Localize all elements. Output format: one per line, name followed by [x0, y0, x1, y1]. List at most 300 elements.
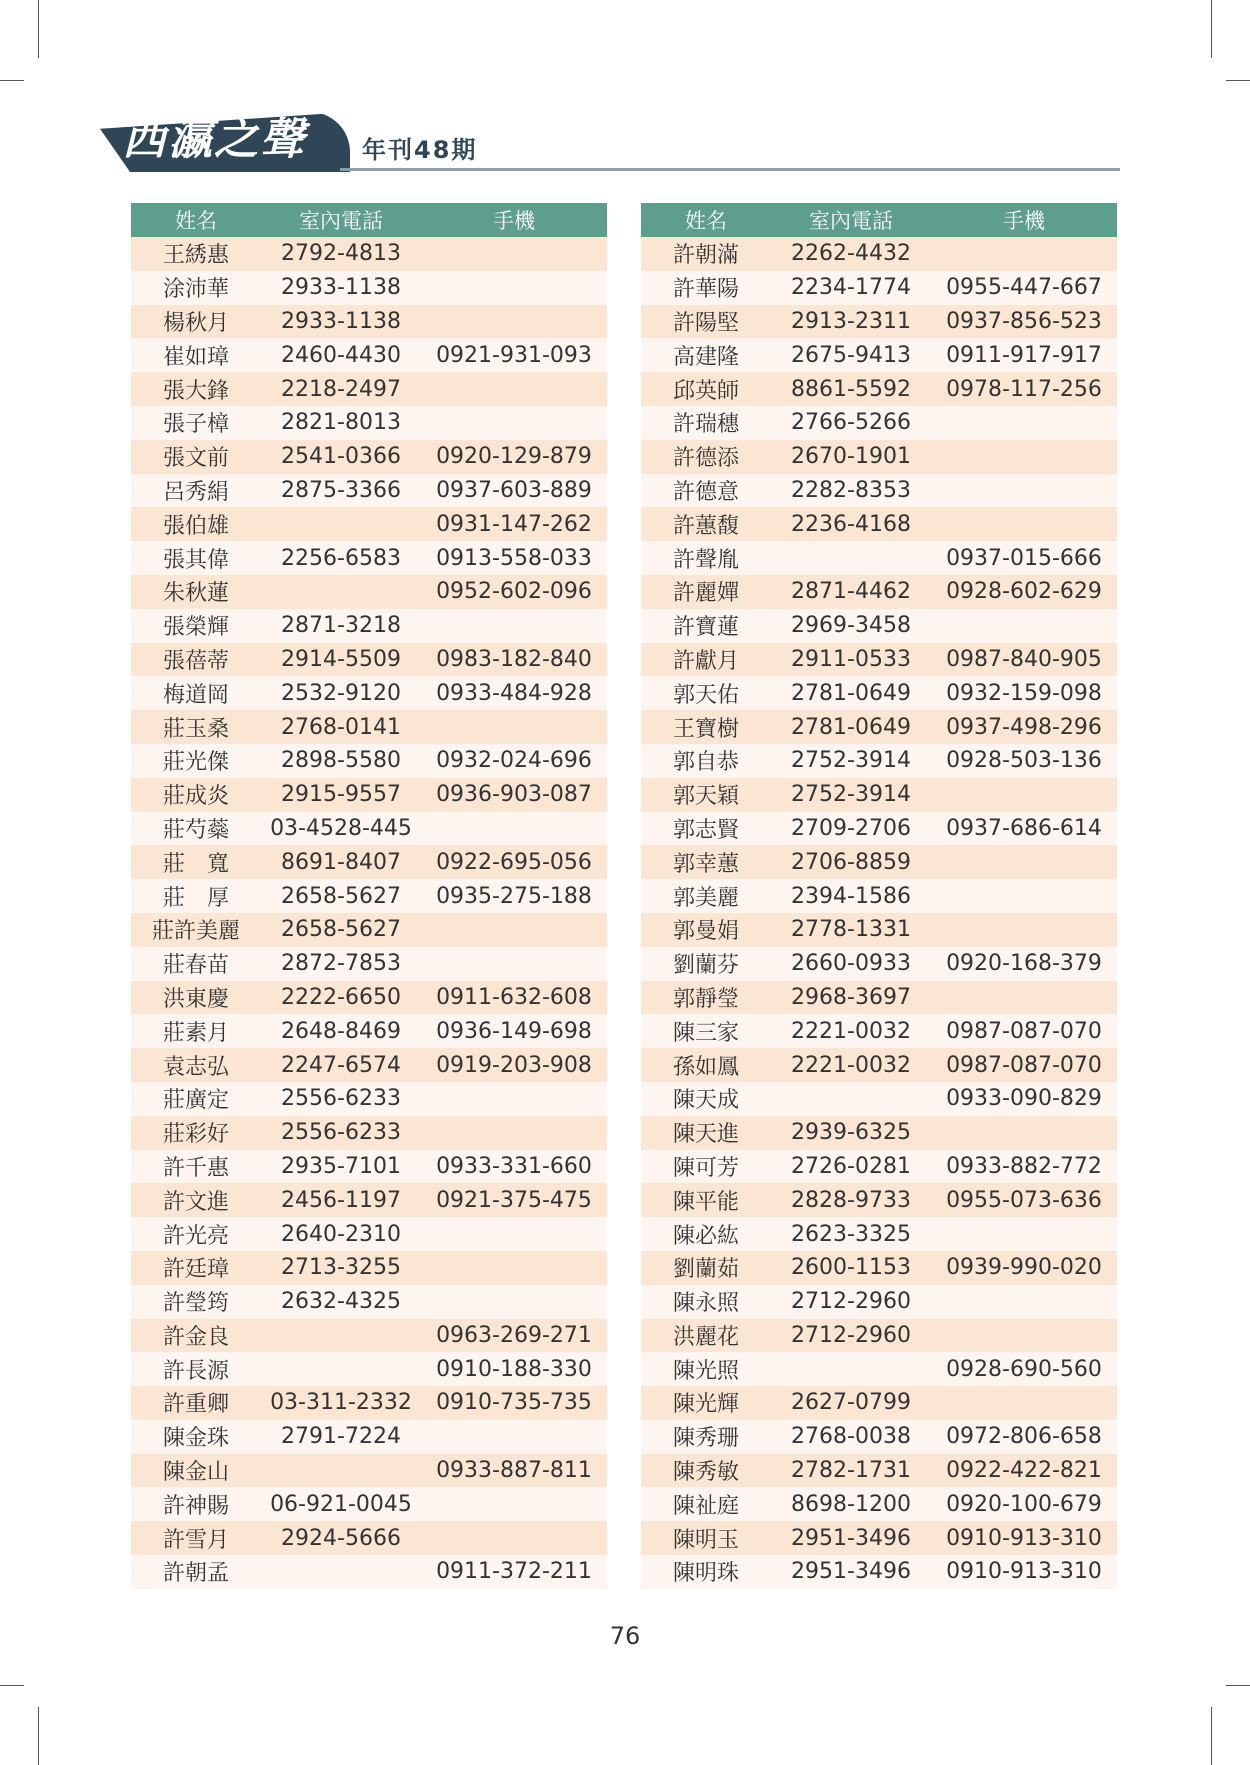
crop-mark: [0, 1685, 24, 1686]
column-header-phone: 室內電話: [261, 203, 421, 237]
cell-phone: 2951-3496: [771, 1555, 931, 1589]
cell-name: 朱秋蓮: [131, 575, 261, 609]
cell-name: 許重卿: [131, 1386, 261, 1420]
cell-name: 許陽堅: [641, 305, 771, 339]
cell-mobile: 0921-931-093: [421, 338, 607, 372]
table-row: [641, 845, 1117, 879]
table-row: [131, 1183, 607, 1217]
cell-name: 高建隆: [641, 338, 771, 372]
table-row: [131, 1386, 607, 1420]
crop-mark: [38, 1707, 39, 1765]
crop-mark: [1226, 1685, 1250, 1686]
cell-mobile: 0913-558-033: [421, 541, 607, 575]
table-row: [131, 676, 607, 710]
cell-name: 許獻月: [641, 643, 771, 677]
table-row: [131, 812, 607, 846]
cell-mobile: 0911-372-211: [421, 1555, 607, 1589]
cell-name: 孫如鳳: [641, 1048, 771, 1082]
cell-mobile: [421, 1285, 607, 1319]
cell-phone: 2782-1731: [771, 1454, 931, 1488]
table-row: [641, 1183, 1117, 1217]
cell-name: 劉蘭芬: [641, 947, 771, 981]
cell-mobile: 0911-632-608: [421, 981, 607, 1015]
cell-phone: [261, 1454, 421, 1488]
cell-mobile: [421, 609, 607, 643]
crop-mark: [1211, 0, 1212, 58]
cell-name: 許千惠: [131, 1150, 261, 1184]
table-row: [641, 744, 1117, 778]
table-row: [641, 812, 1117, 846]
table-row: [131, 440, 607, 474]
cell-phone: 2658-5627: [261, 913, 421, 947]
cell-mobile: 0922-695-056: [421, 845, 607, 879]
cell-mobile: 0921-375-475: [421, 1183, 607, 1217]
cell-name: 莊素月: [131, 1014, 261, 1048]
cell-mobile: [421, 812, 607, 846]
cell-mobile: [931, 913, 1117, 947]
cell-phone: 2969-3458: [771, 609, 931, 643]
table-row: [131, 1352, 607, 1386]
cell-phone: 2556-6233: [261, 1082, 421, 1116]
cell-name: 莊芍蘂: [131, 812, 261, 846]
cell-name: 張子樟: [131, 406, 261, 440]
cell-name: 許朝孟: [131, 1555, 261, 1589]
cell-name: 陳明玉: [641, 1521, 771, 1555]
directory-table-left: [131, 203, 607, 1589]
directory-table-right: [641, 203, 1117, 1589]
cell-phone: 2935-7101: [261, 1150, 421, 1184]
cell-phone: 2660-0933: [771, 947, 931, 981]
table-row: [641, 541, 1117, 575]
table-row: [131, 845, 607, 879]
cell-phone: 2778-1331: [771, 913, 931, 947]
cell-phone: 03-311-2332: [261, 1386, 421, 1420]
table-row: [641, 1319, 1117, 1353]
cell-phone: 2914-5509: [261, 643, 421, 677]
cell-name: 張其偉: [131, 541, 261, 575]
cell-name: 楊秋月: [131, 305, 261, 339]
cell-mobile: 0920-100-679: [931, 1487, 1117, 1521]
cell-phone: 2828-9733: [771, 1183, 931, 1217]
cell-phone: 8861-5592: [771, 372, 931, 406]
cell-name: 許金良: [131, 1319, 261, 1353]
cell-name: 許神賜: [131, 1487, 261, 1521]
cell-name: 郭美麗: [641, 879, 771, 913]
cell-name: 許朝滿: [641, 237, 771, 271]
cell-phone: 2712-2960: [771, 1285, 931, 1319]
cell-name: 郭曼娟: [641, 913, 771, 947]
cell-phone: 2282-8353: [771, 474, 931, 508]
cell-name: 王綉惠: [131, 237, 261, 271]
cell-mobile: 0972-806-658: [931, 1420, 1117, 1454]
table-row: [131, 1521, 607, 1555]
cell-mobile: [931, 1285, 1117, 1319]
cell-name: 許瑩筠: [131, 1285, 261, 1319]
cell-mobile: [421, 372, 607, 406]
cell-phone: 2632-4325: [261, 1285, 421, 1319]
cell-mobile: 0937-498-296: [931, 710, 1117, 744]
cell-phone: 2623-3325: [771, 1217, 931, 1251]
table-row: [641, 1251, 1117, 1285]
table-row: [641, 1386, 1117, 1420]
cell-mobile: 0910-188-330: [421, 1352, 607, 1386]
cell-name: 莊 寬: [131, 845, 261, 879]
table-row: [131, 271, 607, 305]
cell-phone: 2706-8859: [771, 845, 931, 879]
cell-name: 呂秀絹: [131, 474, 261, 508]
column-header-name: 姓名: [131, 203, 261, 237]
table-row: [131, 1014, 607, 1048]
cell-mobile: [421, 1217, 607, 1251]
cell-phone: 2221-0032: [771, 1014, 931, 1048]
cell-mobile: 0933-090-829: [931, 1082, 1117, 1116]
cell-mobile: [931, 1217, 1117, 1251]
table-row: [641, 1150, 1117, 1184]
cell-phone: 06-921-0045: [261, 1487, 421, 1521]
cell-name: 張文前: [131, 440, 261, 474]
cell-name: 陳秀珊: [641, 1420, 771, 1454]
table-row: [641, 1285, 1117, 1319]
cell-mobile: 0933-887-811: [421, 1454, 607, 1488]
cell-phone: 2658-5627: [261, 879, 421, 913]
table-row: [641, 1454, 1117, 1488]
cell-mobile: 0955-073-636: [931, 1183, 1117, 1217]
table-row: [641, 947, 1117, 981]
cell-mobile: 0933-484-928: [421, 676, 607, 710]
table-row: [131, 1082, 607, 1116]
cell-name: 許長源: [131, 1352, 261, 1386]
cell-phone: 2556-6233: [261, 1116, 421, 1150]
cell-phone: 2394-1586: [771, 879, 931, 913]
cell-phone: 2713-3255: [261, 1251, 421, 1285]
column-header-name: 姓名: [641, 203, 771, 237]
cell-phone: 2768-0038: [771, 1420, 931, 1454]
cell-name: 崔如璋: [131, 338, 261, 372]
crop-mark: [38, 0, 39, 58]
table-row: [641, 1420, 1117, 1454]
cell-phone: 2712-2960: [771, 1319, 931, 1353]
table-row: [131, 1217, 607, 1251]
cell-mobile: 0978-117-256: [931, 372, 1117, 406]
cell-phone: [261, 1352, 421, 1386]
table-row: [641, 1217, 1117, 1251]
cell-name: 陳天成: [641, 1082, 771, 1116]
cell-mobile: 0937-603-889: [421, 474, 607, 508]
cell-phone: [261, 1555, 421, 1589]
cell-name: 陳光輝: [641, 1386, 771, 1420]
cell-mobile: 0922-422-821: [931, 1454, 1117, 1488]
cell-name: 莊成炎: [131, 778, 261, 812]
cell-mobile: [931, 1116, 1117, 1150]
cell-mobile: 0936-903-087: [421, 778, 607, 812]
column-header-phone: 室內電話: [771, 203, 931, 237]
table-row: [641, 643, 1117, 677]
cell-phone: 2709-2706: [771, 812, 931, 846]
cell-phone: 2821-8013: [261, 406, 421, 440]
table-row: [641, 237, 1117, 271]
cell-phone: 2924-5666: [261, 1521, 421, 1555]
cell-mobile: [931, 609, 1117, 643]
table-row: [131, 1285, 607, 1319]
cell-mobile: [421, 1251, 607, 1285]
cell-name: 許廷璋: [131, 1251, 261, 1285]
cell-phone: 2968-3697: [771, 981, 931, 1015]
cell-name: 郭靜瑩: [641, 981, 771, 1015]
table-row: [641, 609, 1117, 643]
table-row: [131, 406, 607, 440]
table-row: [131, 541, 607, 575]
cell-phone: 2541-0366: [261, 440, 421, 474]
table-row: [131, 1251, 607, 1285]
cell-name: 陳秀敏: [641, 1454, 771, 1488]
cell-phone: 2222-6650: [261, 981, 421, 1015]
cell-name: 袁志弘: [131, 1048, 261, 1082]
cell-name: 梅道岡: [131, 676, 261, 710]
cell-mobile: [421, 1487, 607, 1521]
table-row: [641, 1082, 1117, 1116]
cell-name: 張伯雄: [131, 507, 261, 541]
cell-name: 莊春苗: [131, 947, 261, 981]
cell-phone: 8698-1200: [771, 1487, 931, 1521]
cell-name: 張蓓蒂: [131, 643, 261, 677]
cell-name: 陳永照: [641, 1285, 771, 1319]
cell-name: 莊許美麗: [131, 913, 261, 947]
table-row: [641, 1014, 1117, 1048]
cell-mobile: 0919-203-908: [421, 1048, 607, 1082]
cell-phone: 2791-7224: [261, 1420, 421, 1454]
table-row: [131, 710, 607, 744]
cell-phone: 2911-0533: [771, 643, 931, 677]
table-row: [131, 913, 607, 947]
cell-mobile: [421, 305, 607, 339]
cell-mobile: 0920-168-379: [931, 947, 1117, 981]
cell-mobile: 0928-503-136: [931, 744, 1117, 778]
cell-name: 許麗嬋: [641, 575, 771, 609]
cell-phone: 2218-2497: [261, 372, 421, 406]
cell-name: 陳金珠: [131, 1420, 261, 1454]
table-row: [131, 305, 607, 339]
crop-mark: [1211, 1707, 1212, 1765]
cell-name: 許聲胤: [641, 541, 771, 575]
table-row: [641, 1116, 1117, 1150]
cell-name: 許寶蓮: [641, 609, 771, 643]
cell-mobile: 0937-856-523: [931, 305, 1117, 339]
table-row: [131, 575, 607, 609]
table-row: [131, 947, 607, 981]
cell-mobile: [931, 440, 1117, 474]
cell-phone: 2871-4462: [771, 575, 931, 609]
cell-name: 許光亮: [131, 1217, 261, 1251]
cell-mobile: [931, 845, 1117, 879]
cell-mobile: 0932-024-696: [421, 744, 607, 778]
table-row: [641, 406, 1117, 440]
table-row: [641, 271, 1117, 305]
table-row: [131, 1555, 607, 1589]
cell-mobile: [421, 237, 607, 271]
cell-name: 劉蘭茹: [641, 1251, 771, 1285]
cell-name: 許文進: [131, 1183, 261, 1217]
cell-phone: 2913-2311: [771, 305, 931, 339]
cell-phone: 2933-1138: [261, 271, 421, 305]
table-row: [131, 1319, 607, 1353]
cell-mobile: 0939-990-020: [931, 1251, 1117, 1285]
publication-logo: 西瀛之聲: [122, 114, 306, 165]
cell-name: 莊廣定: [131, 1082, 261, 1116]
column-header-mobile: 手機: [931, 203, 1117, 237]
cell-phone: 2648-8469: [261, 1014, 421, 1048]
cell-mobile: 0952-602-096: [421, 575, 607, 609]
cell-phone: 2752-3914: [771, 744, 931, 778]
page-number: 76: [609, 1622, 641, 1650]
cell-phone: [771, 541, 931, 575]
cell-name: 陳祉庭: [641, 1487, 771, 1521]
cell-phone: 2872-7853: [261, 947, 421, 981]
cell-phone: 2532-9120: [261, 676, 421, 710]
cell-name: 郭天佑: [641, 676, 771, 710]
cell-mobile: 0933-331-660: [421, 1150, 607, 1184]
table-row: [641, 676, 1117, 710]
cell-phone: 2915-9557: [261, 778, 421, 812]
cell-name: 莊光傑: [131, 744, 261, 778]
crop-mark: [1226, 80, 1250, 81]
cell-phone: 2768-0141: [261, 710, 421, 744]
crop-mark: [0, 80, 24, 81]
cell-name: 郭幸蕙: [641, 845, 771, 879]
cell-phone: 2640-2310: [261, 1217, 421, 1251]
table-row: [641, 710, 1117, 744]
table-row: [641, 1555, 1117, 1589]
cell-name: 王寶樹: [641, 710, 771, 744]
table-row: [131, 1048, 607, 1082]
cell-name: 陳三家: [641, 1014, 771, 1048]
cell-name: 郭志賢: [641, 812, 771, 846]
cell-name: 許華陽: [641, 271, 771, 305]
cell-phone: 2781-0649: [771, 710, 931, 744]
cell-name: 陳明珠: [641, 1555, 771, 1589]
table-row: [131, 237, 607, 271]
table-row: [641, 1352, 1117, 1386]
cell-mobile: 0955-447-667: [931, 271, 1117, 305]
cell-name: 洪麗花: [641, 1319, 771, 1353]
table-row: [131, 643, 607, 677]
header-rule: [340, 168, 1120, 171]
table-header-row: [131, 203, 607, 237]
cell-phone: [771, 1082, 931, 1116]
cell-mobile: [421, 271, 607, 305]
cell-mobile: 0911-917-917: [931, 338, 1117, 372]
table-row: [131, 338, 607, 372]
directory-body-left: [131, 237, 607, 1589]
cell-phone: 2236-4168: [771, 507, 931, 541]
table-row: [641, 474, 1117, 508]
cell-phone: 2247-6574: [261, 1048, 421, 1082]
cell-name: 陳金山: [131, 1454, 261, 1488]
cell-mobile: 0931-147-262: [421, 507, 607, 541]
cell-name: 許蕙馥: [641, 507, 771, 541]
cell-phone: 2256-6583: [261, 541, 421, 575]
cell-phone: 2875-3366: [261, 474, 421, 508]
cell-phone: 03-4528-445: [261, 812, 421, 846]
table-row: [131, 372, 607, 406]
column-header-mobile: 手機: [421, 203, 607, 237]
table-row: [641, 1048, 1117, 1082]
cell-phone: 2933-1138: [261, 305, 421, 339]
cell-name: 許德添: [641, 440, 771, 474]
table-row: [641, 778, 1117, 812]
cell-mobile: [931, 1386, 1117, 1420]
cell-mobile: [931, 474, 1117, 508]
cell-phone: 2898-5580: [261, 744, 421, 778]
cell-name: 莊玉桑: [131, 710, 261, 744]
cell-name: 莊 厚: [131, 879, 261, 913]
cell-name: 郭自恭: [641, 744, 771, 778]
cell-name: 許雪月: [131, 1521, 261, 1555]
cell-mobile: [931, 507, 1117, 541]
cell-phone: 2600-1153: [771, 1251, 931, 1285]
cell-name: 陳必紘: [641, 1217, 771, 1251]
table-row: [641, 372, 1117, 406]
cell-mobile: [931, 237, 1117, 271]
table-row: [641, 507, 1117, 541]
cell-mobile: [421, 913, 607, 947]
cell-mobile: [931, 1319, 1117, 1353]
table-row: [641, 879, 1117, 913]
cell-name: 郭天穎: [641, 778, 771, 812]
table-row: [641, 1521, 1117, 1555]
cell-phone: 2456-1197: [261, 1183, 421, 1217]
cell-phone: 2939-6325: [771, 1116, 931, 1150]
table-row: [641, 575, 1117, 609]
cell-mobile: 0937-015-666: [931, 541, 1117, 575]
table-row: [131, 507, 607, 541]
cell-mobile: [421, 710, 607, 744]
cell-mobile: [931, 981, 1117, 1015]
cell-name: 陳光照: [641, 1352, 771, 1386]
cell-mobile: 0936-149-698: [421, 1014, 607, 1048]
cell-phone: 8691-8407: [261, 845, 421, 879]
cell-mobile: 0910-735-735: [421, 1386, 607, 1420]
table-row: [131, 609, 607, 643]
cell-phone: 2460-4430: [261, 338, 421, 372]
cell-mobile: [421, 947, 607, 981]
cell-phone: 2675-9413: [771, 338, 931, 372]
cell-mobile: 0928-690-560: [931, 1352, 1117, 1386]
cell-name: 陳可芳: [641, 1150, 771, 1184]
table-row: [131, 981, 607, 1015]
cell-name: 張大鋒: [131, 372, 261, 406]
table-row: [131, 1487, 607, 1521]
cell-phone: 2670-1901: [771, 440, 931, 474]
cell-phone: 2262-4432: [771, 237, 931, 271]
cell-name: 許德意: [641, 474, 771, 508]
cell-phone: [261, 1319, 421, 1353]
table-row: [131, 879, 607, 913]
cell-mobile: 0987-087-070: [931, 1014, 1117, 1048]
cell-name: 莊彩好: [131, 1116, 261, 1150]
table-row: [131, 1116, 607, 1150]
cell-phone: 2726-0281: [771, 1150, 931, 1184]
cell-name: 張榮輝: [131, 609, 261, 643]
table-row: [131, 1454, 607, 1488]
issue-label: 年刊48期: [362, 136, 478, 164]
table-row: [641, 440, 1117, 474]
cell-phone: 2781-0649: [771, 676, 931, 710]
cell-mobile: 0910-913-310: [931, 1521, 1117, 1555]
cell-phone: [261, 575, 421, 609]
cell-phone: 2766-5266: [771, 406, 931, 440]
cell-mobile: [421, 1116, 607, 1150]
cell-mobile: 0937-686-614: [931, 812, 1117, 846]
